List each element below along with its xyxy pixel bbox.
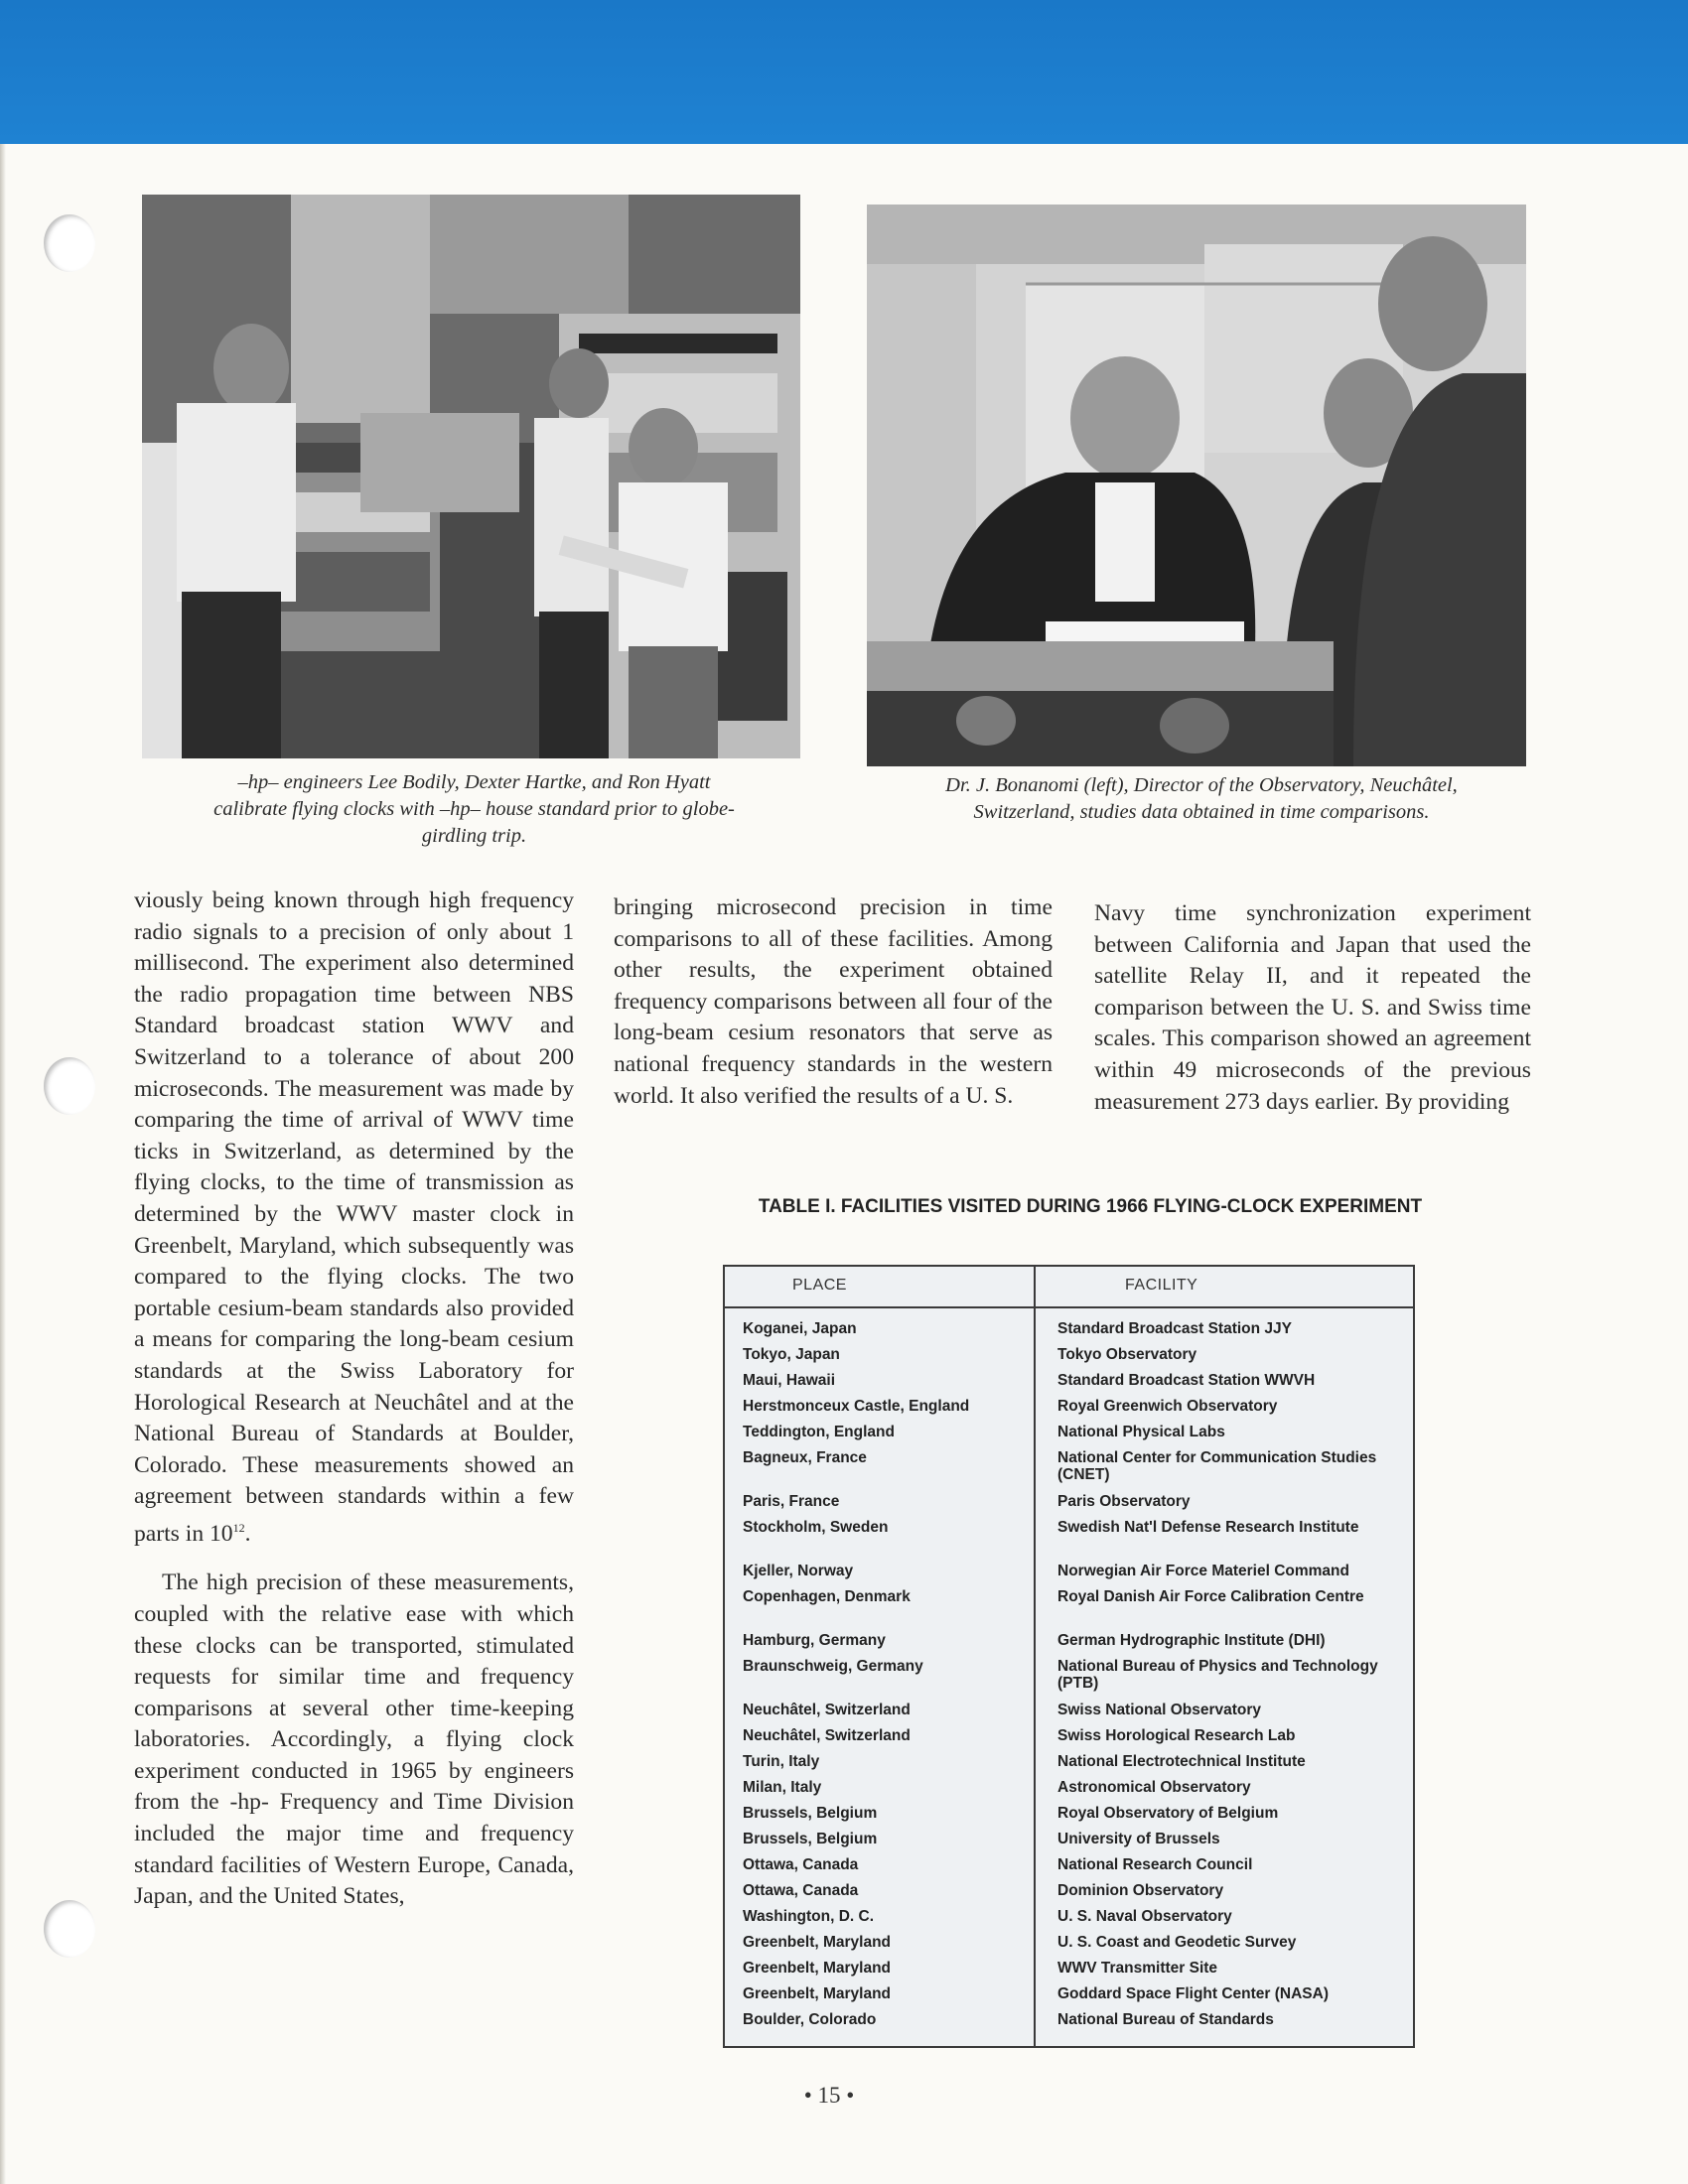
- col1-paragraph-1-text: viously being known through high frequency radio signals to a precision of only about 1 millisecond. The experiment also determined the radio propagation time between NBS Standard broadcast station WWV and Switzerland to a tolerance of about 200 microseconds. The measurement was made by comparing the time of arrival of WWV time ticks in Switzerland, as determined by the flying clocks, to the time of transmission as determined by the WWV master clock in Greenbelt, Maryland, which subsequently was compared to the flying clocks. The two portable cesium-beam standards also provided a means for comparing the long-beam cesium standards at the Swiss Laboratory for Horological Research at Neuchâtel and at the National Bureau of Standards at Boulder, Colorado. These measurements showed an agreement between standards within a few parts in 10: [134, 887, 574, 1547]
- page-edge-shadow: [0, 144, 6, 2184]
- table-cell-facility: Royal Observatory of Belgium: [1057, 1805, 1279, 1822]
- table-cell-facility: Standard Broadcast Station WWVH: [1057, 1372, 1316, 1389]
- table-cell-facility: Astronomical Observatory: [1057, 1779, 1251, 1796]
- table-cell-place: Bagneux, France: [743, 1449, 867, 1466]
- table-cell-facility: Swedish Nat'l Defense Research Institute: [1057, 1519, 1359, 1536]
- table-cell-facility: U. S. Naval Observatory: [1057, 1908, 1232, 1925]
- table-cell-facility: National Bureau of Standards: [1057, 2011, 1274, 2028]
- table-cell-place: Braunschweig, Germany: [743, 1658, 923, 1675]
- table-cell-place: Tokyo, Japan: [743, 1346, 840, 1363]
- table-cell-place: Neuchâtel, Switzerland: [743, 1727, 911, 1744]
- table-cell-facility: Swiss National Observatory: [1057, 1702, 1262, 1718]
- table-cell-place: Stockholm, Sweden: [743, 1519, 889, 1536]
- table-cell-place: Boulder, Colorado: [743, 2011, 877, 2028]
- table-cell-facility: Royal Danish Air Force Calibration Centre: [1057, 1588, 1364, 1605]
- table-cell-place: Maui, Hawaii: [743, 1372, 836, 1389]
- top-color-band: [0, 0, 1688, 144]
- caption-right-photo: Dr. J. Bonanomi (left), Director of the Observatory, Neuchâtel, Switzerland, studies data obtained in time comparisons.: [945, 774, 1458, 823]
- col1-paragraph-1: [134, 886, 574, 1550]
- page-number: • 15 •: [803, 2083, 855, 2108]
- table-cell-place: Greenbelt, Maryland: [743, 1985, 892, 2002]
- table-cell-facility: Paris Observatory: [1057, 1493, 1191, 1510]
- col2-paragraph: bringing microsecond precision in time comparisons to all of these facilities. Among other results, the experiment obtained frequency comparisons between all four of the long-beam cesium resonators that serve as national frequency standards in the western world. It also verified the results of a U. S.: [614, 894, 1053, 1109]
- table-cell-place: Ottawa, Canada: [743, 1856, 859, 1873]
- table-cell-facility: Goddard Space Flight Center (NASA): [1057, 1985, 1329, 2002]
- col1-exponent: 12: [232, 1520, 245, 1535]
- table-cell-place: Hamburg, Germany: [743, 1632, 886, 1649]
- col3-paragraph: Navy time synchronization experiment between California and Japan that used the satellite Relay II, and it repeated the comparison between the U. S. and Swiss time scales. This comparison showed an agreement within 49 microseconds of the previous measurement 273 days earlier. By providing: [1094, 900, 1531, 1115]
- photo-engineers-calibrating: [142, 195, 800, 758]
- binder-hole-middle: [44, 1057, 95, 1115]
- table-header-rule: [725, 1306, 1413, 1308]
- table-cell-facility: National Electrotechnical Institute: [1057, 1753, 1306, 1770]
- table-cell-facility: Royal Greenwich Observatory: [1057, 1398, 1278, 1415]
- caption-left-photo: –hp– engineers Lee Bodily, Dexter Hartke, and Ron Hyatt calibrate flying clocks with –hp– house standard prior to globe-girdling trip.: [213, 771, 735, 847]
- table-cell-place: Copenhagen, Denmark: [743, 1588, 911, 1605]
- table-cell-place: Koganei, Japan: [743, 1320, 857, 1337]
- table-cell-facility: Norwegian Air Force Materiel Command: [1057, 1563, 1349, 1579]
- table-header-place: PLACE: [792, 1277, 847, 1294]
- table-cell-place: Neuchâtel, Switzerland: [743, 1702, 911, 1718]
- table-column-divider: [1034, 1267, 1036, 2046]
- table-title: TABLE I. FACILITIES VISITED DURING 1966 FLYING-CLOCK EXPERIMENT: [758, 1196, 1423, 1217]
- table-cell-place: Greenbelt, Maryland: [743, 1960, 892, 1977]
- table-cell-place: Ottawa, Canada: [743, 1882, 859, 1899]
- table-cell-facility: National Center for Communication Studies (CNET): [1057, 1449, 1377, 1483]
- col1-paragraph-1-end: .: [244, 1520, 251, 1547]
- table-cell-place: Paris, France: [743, 1493, 840, 1510]
- table-cell-facility: German Hydrographic Institute (DHI): [1057, 1632, 1326, 1649]
- table-cell-place: Herstmonceux Castle, England: [743, 1398, 970, 1415]
- body-column-2: [614, 892, 1053, 1112]
- table-cell-place: Teddington, England: [743, 1424, 895, 1440]
- binder-hole-top: [44, 214, 95, 272]
- table-cell-facility: Tokyo Observatory: [1057, 1346, 1197, 1363]
- table-cell-facility: Standard Broadcast Station JJY: [1057, 1320, 1293, 1337]
- table-cell-place: Milan, Italy: [743, 1779, 822, 1796]
- table-cell-place: Brussels, Belgium: [743, 1831, 878, 1847]
- table-cell-place: Kjeller, Norway: [743, 1563, 854, 1579]
- table-cell-facility: National Bureau of Physics and Technology (PTB): [1057, 1658, 1378, 1692]
- table-cell-facility: U. S. Coast and Geodetic Survey: [1057, 1934, 1297, 1951]
- body-column-1: [134, 886, 574, 1913]
- table-cell-facility: Dominion Observatory: [1057, 1882, 1224, 1899]
- facilities-table: [723, 1265, 1415, 2048]
- binder-hole-bottom: [44, 1900, 95, 1958]
- table-cell-place: Turin, Italy: [743, 1753, 820, 1770]
- table-cell-place: Washington, D. C.: [743, 1908, 875, 1925]
- table-cell-facility: National Physical Labs: [1057, 1424, 1225, 1440]
- table-cell-facility: Swiss Horological Research Lab: [1057, 1727, 1296, 1744]
- table-header-facility: FACILITY: [1125, 1277, 1198, 1294]
- table-cell-facility: National Research Council: [1057, 1856, 1253, 1873]
- table-cell-place: Greenbelt, Maryland: [743, 1934, 892, 1951]
- body-column-3: [1094, 898, 1531, 1118]
- table-cell-place: Brussels, Belgium: [743, 1805, 878, 1822]
- table-cell-facility: University of Brussels: [1057, 1831, 1220, 1847]
- col1-paragraph-2: The high precision of these measurements, coupled with the relative ease with which these clocks can be transported, stimulated requests for similar time and frequency comparisons at several other time-keeping laboratories. Accordingly, a flying clock experiment conducted in 1965 by engineers from the -hp- Frequency and Time Division included the major time and frequency standard facilities of Western Europe, Canada, Japan, and the United States,: [134, 1570, 574, 1910]
- photo-director-studying-data: [867, 205, 1526, 766]
- table-cell-facility: WWV Transmitter Site: [1057, 1960, 1218, 1977]
